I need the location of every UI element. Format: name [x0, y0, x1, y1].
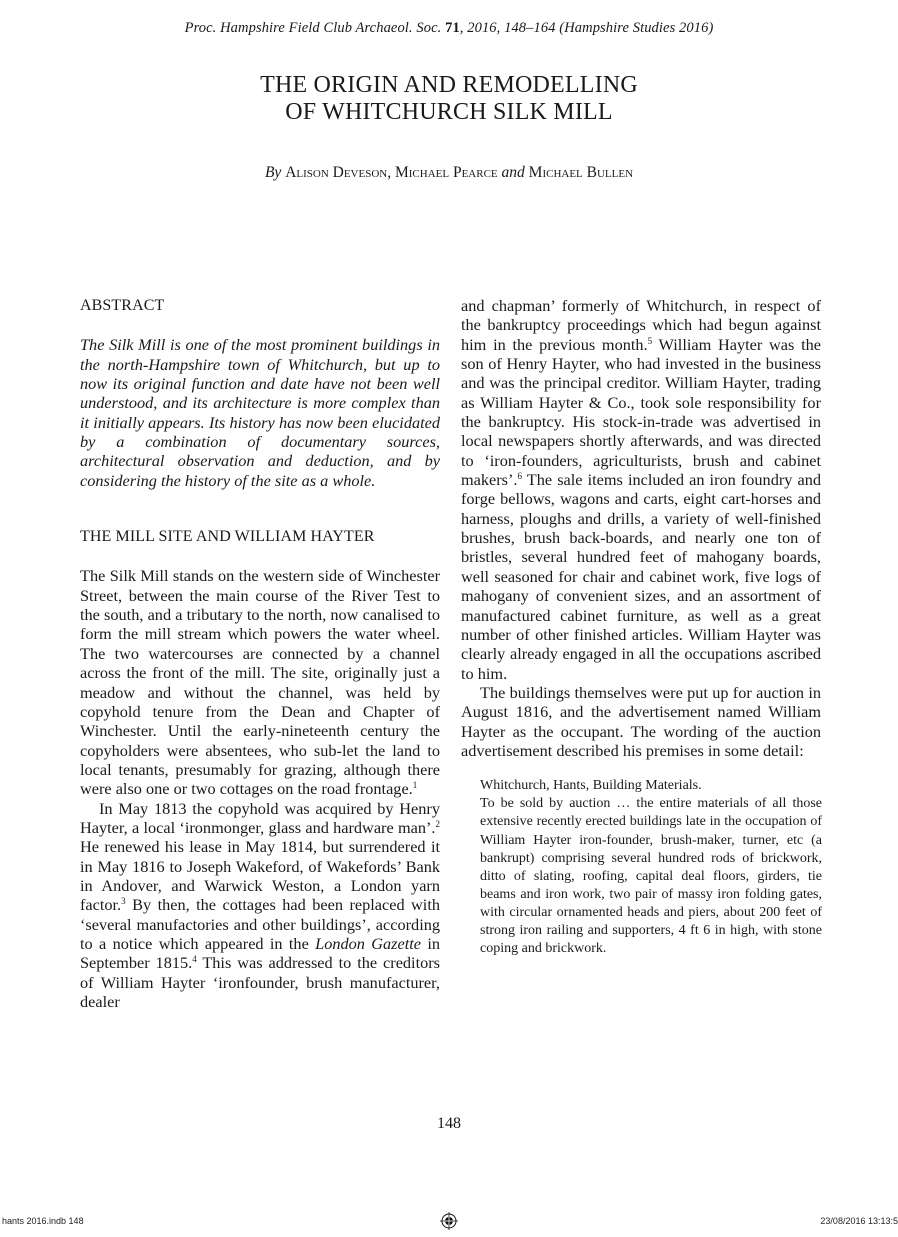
paragraph-3-text-b: William Hayter was the son of Henry Hayter, who had invested in the business and was the principal creditor. William Hayter, trading as William Hayter & Co., took sole responsibility for the bankruptcy. His stock-in-trade was advertised in local newspapers shortly afterwards, and was directed to ‘iron-founders, agriculturists, brush and cabinet makers’.	[461, 334, 821, 490]
article-title	[0, 72, 898, 126]
paragraph-3-text-a: and chapman’ formerly of Whitchurch, in respect of the bankruptcy proceedings which had begun against him in the previous month.	[461, 296, 821, 354]
slug-file: hants 2016.indb 148	[2, 1216, 84, 1226]
paragraph-2-text-e: This was addressed to the creditors of William Hayter ‘ironfounder, brush manufacturer, dealer	[80, 953, 441, 1011]
footnote-ref-5[interactable]: 5	[647, 335, 653, 346]
footnote-ref-1[interactable]: 1	[412, 780, 418, 791]
page-number: 148	[437, 1115, 461, 1132]
byline-sep: ,	[387, 164, 395, 181]
slug-date: 23/08/2016 13:13:5	[820, 1216, 898, 1226]
quote-heading: Whitchurch, Hants, Building Materials.	[480, 778, 702, 794]
title-line-1: THE ORIGIN AND REMODELLING	[260, 72, 638, 98]
abstract-text: The Silk Mill is one of the most prominent buildings in the north-Hampshire town of Whitchurch, but up to now its original function and date have not been well understood, and its architecture is more complex than it initially appears. Its history has now been elucidated by a combination of documentary sources, architectural observation and deduction, and by considering the history of the site as a whole.	[80, 335, 440, 490]
footnote-ref-2[interactable]: 2	[435, 818, 440, 829]
byline	[0, 164, 898, 182]
author-2: Michael Pearce	[394, 164, 498, 181]
block-quote	[480, 777, 822, 958]
byline-by: By	[264, 164, 282, 181]
author-3: Michael Bullen	[528, 164, 634, 181]
left-column	[80, 296, 440, 1011]
london-gazette: London Gazette	[315, 933, 421, 953]
running-head-details: , 2016, 148–164 (Hampshire Studies 2016)	[459, 20, 714, 36]
paragraph-2-text-d: in September 1815.	[80, 933, 440, 973]
byline-and: and	[501, 164, 525, 181]
abstract-heading: ABSTRACT	[80, 297, 165, 314]
author-1: Alison Deveson	[285, 164, 388, 181]
paragraph-1-text: The Silk Mill stands on the western side of Winchester Street, between the main course of the River Test to the south, and a tributary to the north, now canalised to form the mill stream which powers the water wheel. The two watercourses are connected by a channel across the front of the mill. The site, originally just a meadow and without the channel, was held by copyhold tenure from the Dean and Chapter of Winchester. Until the early-nineteenth century the copyholders were absentees, who sub-let the land to local tenants, presumably for grazing, although there were also one or two cottages on the road frontage.	[80, 566, 440, 799]
paragraph-2-text-a: In May 1813 the copyhold was acquired by Henry Hayter, a local ‘ironmonger, glass and hardware man’.	[80, 798, 440, 837]
running-head	[0, 20, 898, 37]
paragraph-4: The buildings themselves were put up for auction in August 1816, and the advertisement named William Hayter as the occupant. The wording of the auction advertisement described his premises in some detail:	[461, 682, 821, 760]
running-head-volume: 71	[445, 20, 460, 36]
registration-mark-icon	[440, 1212, 458, 1230]
paragraph-2-text-c: By then, the cottages had been replaced with ‘several manufactories and other buildings’, according to a notice which appeared in the	[80, 895, 440, 953]
footnote-ref-4[interactable]: 4	[192, 954, 197, 965]
paragraph-2-text-b: He renewed his lease in May 1814, but surrendered it in May 1816 to Joseph Wakeford, of Wakefords’ Bank in Andover, and Warwick Weston, a London yarn factor.	[80, 837, 440, 915]
title-line-2: OF WHITCHURCH SILK MILL	[285, 99, 613, 125]
quote-body: To be sold by auction … the entire materials of all those extensive recently erected buildings late in the occupation of William Hayter iron-founder, brush-maker, turner, etc (a bankrupt) comprising several hundred rods of brickwork, ditto of slating, roofing, capital deal floors, girders, tie beams and iron work, two pair of massy iron folding gates, with circular ornamented heads and piers, about 200 feet of strong iron railing and supporters, 4 ft 6 in high, with stone coping and brickwork.	[480, 796, 822, 957]
paragraph-2	[80, 799, 440, 1012]
running-head-journal: Proc. Hampshire Field Club Archaeol. Soc.	[184, 20, 442, 36]
footnote-ref-6[interactable]: 6	[517, 471, 523, 482]
paragraph-1	[80, 566, 440, 798]
section-heading: THE MILL SITE AND WILLIAM HAYTER	[80, 528, 375, 546]
right-column	[461, 296, 821, 958]
paragraph-3-text-c: The sale items included an iron foundry and forge bellows, wagons and carts, eight cart-horses and harness, ploughs and drills, a variety of well-finished brushes, brush back-boards, and nearly one ton of bristles, several hundred feet of mahogany boards, well seasoned for chair and cabinet work, five logs of mahogany of convenient sizes, and an assortment of manufactured cabinet furniture, as well as a great number of other finished articles. William Hayter was clearly already engaged in all the occupations ascribed to him.	[461, 470, 821, 683]
paragraph-3	[461, 296, 821, 683]
footnote-ref-3[interactable]: 3	[121, 896, 126, 907]
